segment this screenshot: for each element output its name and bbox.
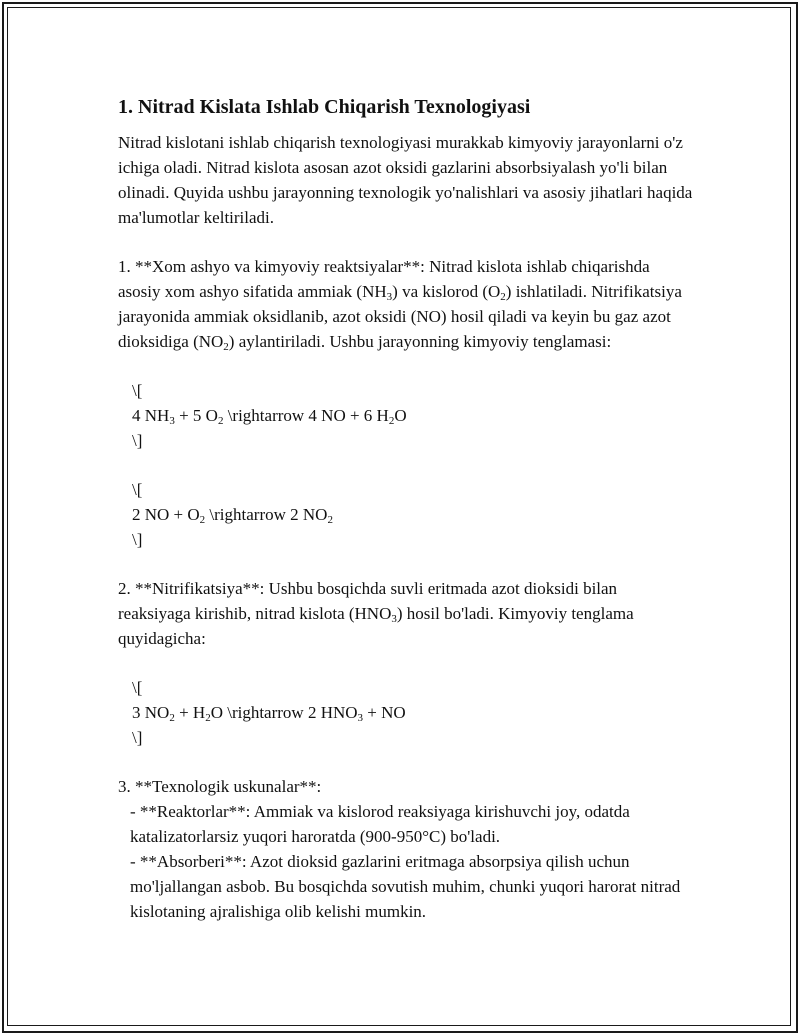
equation-3 <box>118 675 693 750</box>
text-run: ) ishlatiladi. Nitrifikatsiya jarayonida ammiak oksidlanib, azot oksidi (NO) hosil qiladi va keyin bu gaz azot dioksidiga (NO <box>118 282 682 351</box>
text-run: ) va kislorod (O <box>392 282 501 301</box>
text-run: + 5 O <box>174 406 218 425</box>
subscript: 3 <box>169 415 175 427</box>
subscript: 2 <box>169 712 175 724</box>
intro-paragraph: Nitrad kislotani ishlab chiqarish texnologiyasi murakkab kimyoviy jarayonlarni o'z ichiga oladi. Nitrad kislota asosan azot oksidi gazlarini absorbsiyalash yo'li bilan olinadi. Quyida ushbu jarayonning texnologik yo'nalishlari va asosiy jihatlari haqida ma'lumotlar keltiriladi. <box>118 133 693 227</box>
equation-open-delimiter: \[ <box>132 480 143 499</box>
nitrification-paragraph <box>118 576 693 651</box>
text-run: \rightarrow 4 NO + 6 H <box>223 406 389 425</box>
text-run: + H <box>174 703 206 722</box>
subscript: 3 <box>386 291 393 303</box>
text-run: 2 NO + O <box>132 505 200 524</box>
equation-body <box>132 403 693 428</box>
text-run: ) aylantiriladi. Ushbu jarayonning kimyoviy tenglamasi: <box>228 332 612 351</box>
text-run: + NO <box>363 703 406 722</box>
equation-body <box>132 700 693 725</box>
subscript: 3 <box>357 712 364 724</box>
spacer <box>118 651 693 675</box>
subscript: 2 <box>223 341 229 353</box>
subscript: 2 <box>217 415 224 427</box>
equation-close-delimiter: \] <box>132 431 143 450</box>
equation-open-delimiter: \[ <box>132 678 143 697</box>
spacer <box>118 230 693 254</box>
text-run: ) hosil bo'ladi. Kimyoviy tenglama quyidagicha: <box>118 604 634 648</box>
text-run: 3 NO <box>132 703 170 722</box>
text-run: 2. **Nitrifikatsiya**: Ushbu bosqichda suvli eritmada azot dioksidi bilan reaksiyaga kirishib, nitrad kislota (HNO <box>118 579 618 623</box>
equipment-item-absorber: - **Absorberi**: Azot dioksid gazlarini eritmaga absorpsiya qilish uchun mo'ljallangan asbob. Bu bosqichda sovutish muhim, chunki yuqori harorat nitrad kislotaning ajralishiga olib kelishi mumkin. <box>130 852 681 921</box>
equation-close-delimiter: \] <box>132 530 143 549</box>
text-run: O <box>394 406 407 425</box>
spacer <box>118 750 693 774</box>
equation-open-delimiter: \[ <box>132 381 143 400</box>
text-run: \rightarrow 2 NO <box>205 505 328 524</box>
raw-materials-paragraph <box>118 254 693 354</box>
text-run: 4 NH <box>132 406 170 425</box>
document-body <box>118 94 693 924</box>
subscript: 2 <box>388 415 395 427</box>
subscript: 3 <box>391 613 397 625</box>
equipment-item-reactors: - **Reaktorlar**: Ammiak va kislorod reaksiyaga kirishuvchi joy, odatda katalizatorlarsiz yuqori haroratda (900-950°C) bo'ladi. <box>130 802 630 846</box>
subscript: 2 <box>500 291 506 303</box>
spacer <box>118 354 693 378</box>
equipment-heading: 3. **Texnologik uskunalar**: <box>118 777 322 796</box>
spacer <box>118 552 693 576</box>
subscript: 2 <box>199 514 206 526</box>
equation-close-delimiter: \] <box>132 728 143 747</box>
equation-body <box>132 502 693 527</box>
equation-2 <box>118 477 693 552</box>
subscript: 2 <box>327 514 333 526</box>
spacer <box>118 453 693 477</box>
text-run: 1. **Xom ashyo va kimyoviy reaktsiyalar**: Nitrad kislota ishlab chiqarishda asosiy xom ashyo sifatida ammiak (NH <box>118 257 650 301</box>
subscript: 2 <box>205 712 211 724</box>
section-title: 1. Nitrad Kislata Ishlab Chiqarish Texnologiyasi <box>118 96 531 118</box>
text-run: O \rightarrow 2 HNO <box>210 703 358 722</box>
equation-1 <box>118 378 693 453</box>
